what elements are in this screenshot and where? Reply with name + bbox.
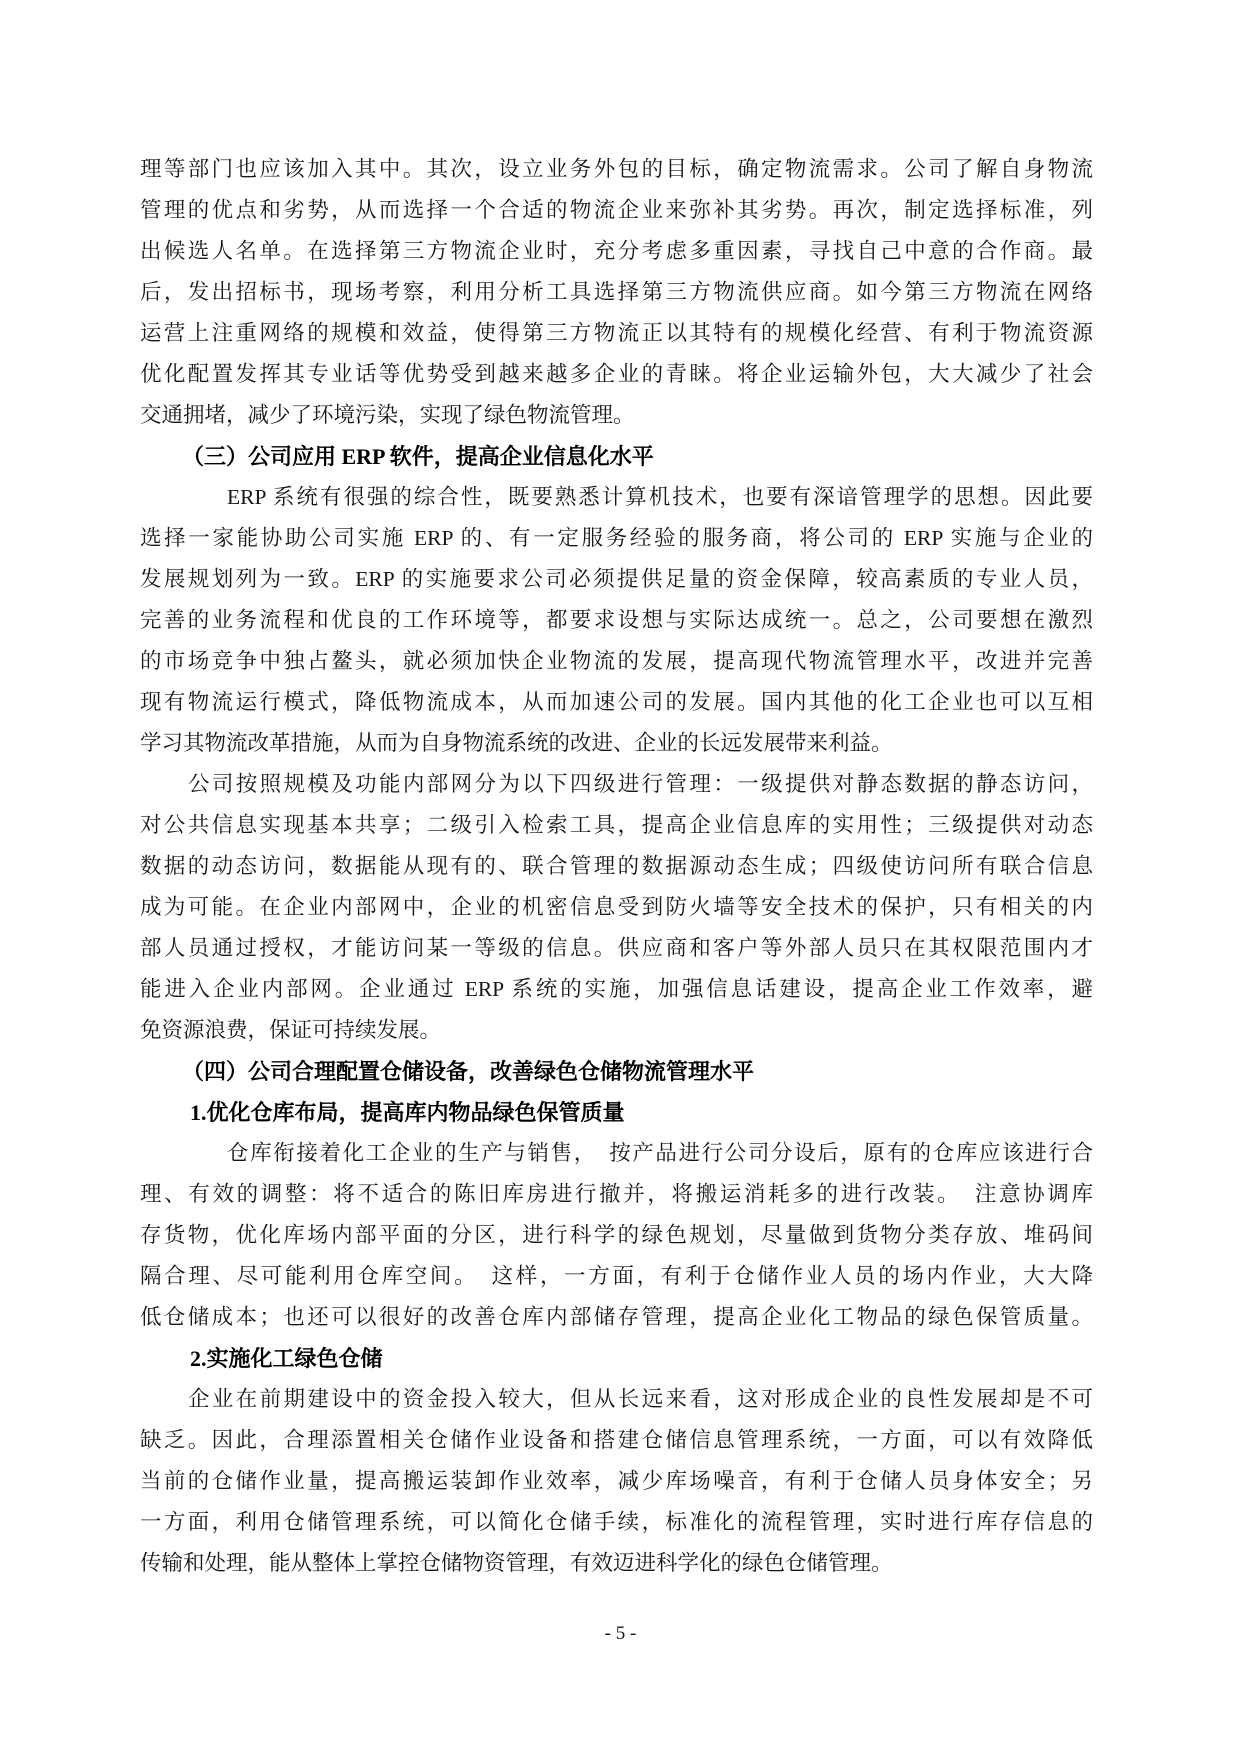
document-body bbox=[140, 149, 1093, 1584]
paragraph-line: 低仓储成本；也还可以很好的改善仓库内部储存管理，提高企业化工物品的绿色保管质量。 bbox=[140, 1305, 1093, 1329]
paragraph-line: 学习其物流改革措施，从而为自身物流系统的改进、企业的长远发展带来利益。 bbox=[140, 731, 893, 755]
paragraph-line: 后，发出招标书，现场考察，利用分析工具选择第三方物流供应商。如今第三方物流在网络 bbox=[140, 280, 1093, 304]
paragraph-line: 数据的动态访问，数据能从现有的、联合管理的数据源动态生成；四级使访问所有联合信息 bbox=[140, 854, 1093, 878]
paragraph-line: 免资源浪费，保证可持续发展。 bbox=[140, 1018, 442, 1042]
paragraph-line: 存货物，优化库场内部平面的分区，进行科学的绿色规划，尽量做到货物分类存放、堆码间 bbox=[140, 1223, 1093, 1247]
paragraph-line: 缺乏。因此，合理添置相关仓储作业设备和搭建仓储信息管理系统，一方面，可以有效降低 bbox=[140, 1428, 1093, 1452]
paragraph-line: 选择一家能协助公司实施 ERP 的、有一定服务经验的服务商，将公司的 ERP 实施与企业的 bbox=[140, 526, 1093, 550]
paragraph-line: 部人员通过授权，才能访问某一等级的信息。供应商和客户等外部人员只在其权限范围内才 bbox=[140, 936, 1093, 960]
paragraph-line: 的市场竞争中独占鳌头，就必须加快企业物流的发展，提高现代物流管理水平，改进并完善 bbox=[140, 649, 1093, 673]
paragraph-line: 完善的业务流程和优良的工作环境等，都要求设想与实际达成统一。总之，公司要想在激烈 bbox=[140, 608, 1093, 632]
paragraph-line: 隔合理、尽可能利用仓库空间。 这样，一方面，有利于仓储作业人员的场内作业，大大降 bbox=[140, 1264, 1093, 1288]
paragraph-line: 企业在前期建设中的资金投入较大，但从长远来看，这对形成企业的良性发展却是不可 bbox=[188, 1387, 1093, 1411]
section-subheading: 1.优化仓库布局，提高库内物品绿色保管质量 bbox=[190, 1100, 625, 1125]
paragraph-line: 发展规划列为一致。ERP 的实施要求公司必须提供足量的资金保障，较高素质的专业人员， bbox=[140, 567, 1093, 591]
paragraph-line: 现有物流运行模式，降低物流成本，从而加速公司的发展。国内其他的化工企业也可以互相 bbox=[140, 690, 1093, 714]
paragraph-line: 成为可能。在企业内部网中，企业的机密信息受到防火墙等安全技术的保护，只有相关的内 bbox=[140, 895, 1093, 919]
paragraph-line: 理、有效的调整：将不适合的陈旧库房进行撤并，将搬运消耗多的进行改装。 注意协调库 bbox=[140, 1182, 1093, 1206]
paragraph-line: 一方面，利用仓储管理系统，可以简化仓储手续，标准化的流程管理，实时进行库存信息的 bbox=[140, 1510, 1093, 1534]
paragraph-line: 对公共信息实现基本共享；二级引入检索工具，提高企业信息库的实用性；三级提供对动态 bbox=[140, 813, 1093, 837]
section-heading: （三）公司应用 ERP 软件，提高企业信息化水平 bbox=[182, 444, 654, 469]
paragraph-line: 公司按照规模及功能内部网分为以下四级进行管理：一级提供对静态数据的静态访问， bbox=[188, 772, 1093, 796]
paragraph-line: 仓库衔接着化工企业的生产与销售， 按产品进行公司分设后，原有的仓库应该进行合 bbox=[227, 1141, 1093, 1165]
page-number: - 5 - bbox=[604, 1623, 637, 1644]
section-heading: （四）公司合理配置仓储设备，改善绿色仓储物流管理水平 bbox=[182, 1059, 755, 1084]
paragraph-line: 运营上注重网络的规模和效益，使得第三方物流正以其特有的规模化经营、有利于物流资源 bbox=[140, 321, 1093, 345]
paragraph-line: 理等部门也应该加入其中。其次，设立业务外包的目标，确定物流需求。公司了解自身物流 bbox=[140, 157, 1093, 181]
paragraph-line: ERP 系统有很强的综合性，既要熟悉计算机技术，也要有深谙管理学的思想。因此要 bbox=[227, 485, 1093, 509]
paragraph-line: 管理的优点和劣势，从而选择一个合适的物流企业来弥补其劣势。再次，制定选择标准，列 bbox=[140, 198, 1093, 222]
paragraph-line: 能进入企业内部网。企业通过 ERP 系统的实施，加强信息话建设，提高企业工作效率，避 bbox=[140, 977, 1093, 1001]
paragraph-line: 当前的仓储作业量，提高搬运装卸作业效率，减少库场噪音，有利于仓储人员身体安全；另 bbox=[140, 1469, 1093, 1493]
paragraph-line: 优化配置发挥其专业话等优势受到越来越多企业的青睐。将企业运输外包，大大减少了社会 bbox=[140, 362, 1093, 386]
paragraph-line: 传输和处理，能从整体上掌控仓储物资管理，有效迈进科学化的绿色仓储管理。 bbox=[140, 1551, 893, 1575]
section-subheading: 2.实施化工绿色仓储 bbox=[190, 1346, 383, 1371]
paragraph-line: 出候选人名单。在选择第三方物流企业时，充分考虑多重因素，寻找自己中意的合作商。最 bbox=[140, 239, 1093, 263]
paragraph-line: 交通拥堵，减少了环境污染，实现了绿色物流管理。 bbox=[140, 403, 635, 427]
